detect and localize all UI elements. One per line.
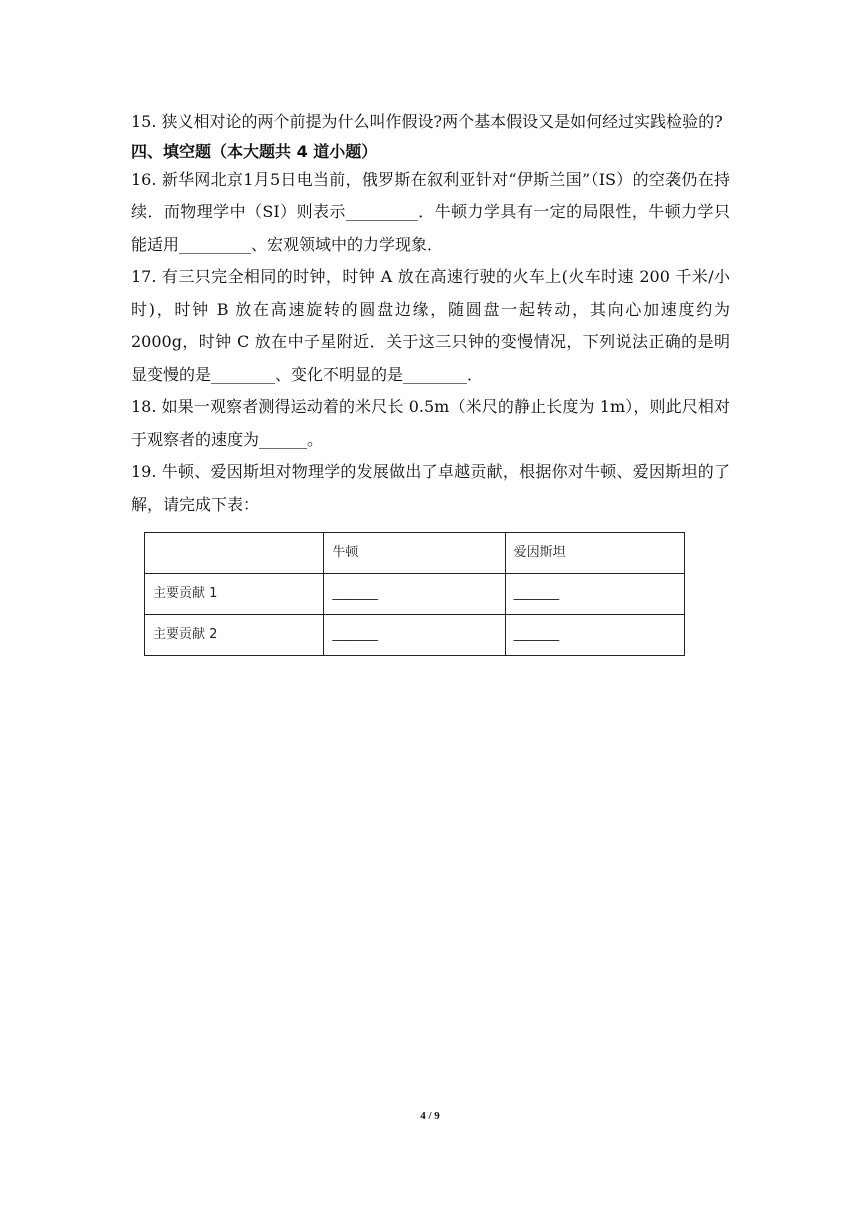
page-content (131, 106, 730, 656)
table-header-cell: 牛顿 (324, 533, 505, 574)
question-15: 15. 狭义相对论的两个前提为什么叫作假设?两个基本假设又是如何经过实践检验的? (131, 112, 723, 131)
table-row (145, 615, 685, 656)
contribution-table (144, 532, 685, 656)
section-title-fill-in: 四、填空题（本大题共 4 道小题） (131, 141, 378, 161)
table-blank-cell: _______ (324, 574, 505, 615)
table-header-cell (145, 533, 324, 574)
table-header-cell: 爱因斯坦 (505, 533, 684, 574)
table-row-label: 主要贡献 1 (145, 574, 324, 615)
question-16: 16. 新华网北京1月5日电当前，俄罗斯在叙利亚针对“伊斯兰国”（IS）的空袭仍在持续．而物理学中（SI）则表示_________．牛顿力学具有一定的局限性，牛顿力学只能适用_________、宏观领域中的力学现象． (131, 169, 730, 254)
question-19: 19. 牛顿、爱因斯坦对物理学的发展做出了卓越贡献，根据你对牛顿、爱因斯坦的了解，请完成下表： (131, 462, 730, 514)
table-blank-cell: _______ (505, 615, 684, 656)
table-header-row (145, 533, 685, 574)
contribution-table-wrapper (144, 532, 730, 656)
question-17: 17. 有三只完全相同的时钟，时钟 A 放在高速行驶的火车上(火车时速 200 千米/小时)，时钟 B 放在高速旋转的圆盘边缘，随圆盘一起转动，其向心加速度约为 2000g，时钟 C 放在中子星附近．关于这三只钟的变慢情况，下列说法正确的是明显变慢的是________、变化不明显的是________． (131, 267, 730, 384)
table-blank-cell: _______ (324, 615, 505, 656)
table-blank-cell: _______ (505, 574, 684, 615)
table-row-label: 主要贡献 2 (145, 615, 324, 656)
question-18: 18. 如果一观察者测得运动着的米尺长 0.5m（米尺的静止长度为 1m），则此尺相对于观察者的速度为______。 (131, 397, 730, 449)
page-number: 4 / 9 (420, 1110, 440, 1122)
table-row (145, 574, 685, 615)
